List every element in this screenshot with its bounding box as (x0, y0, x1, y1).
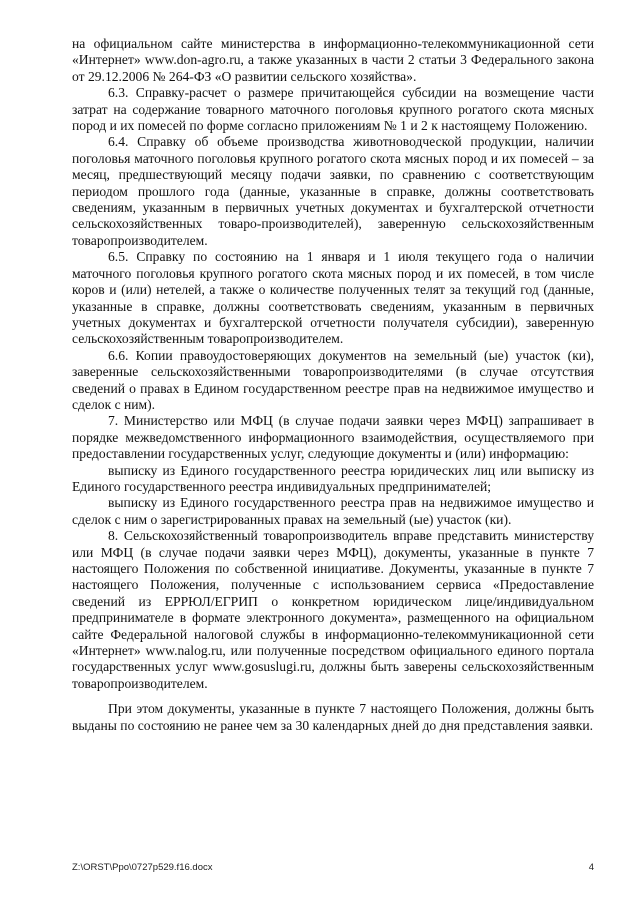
paragraph-7: 7. Министерство или МФЦ (в случае подачи заявки через МФЦ) запрашивает в порядке межведомственного информационного взаимодействия, осуществляемого при предоставлении государственных услуг, следующие документы и (или) информацию: (72, 413, 594, 462)
paragraph-continuation: на официальном сайте министерства в информационно-телекоммуникационной сети «Интернет» www.don-agro.ru, а также указанных в части 2 статьи 3 Федерального закона от 29.12.2006 № 264-ФЗ «О развитии сельского хозяйства». (72, 36, 594, 84)
paragraph-7-item-1: выписку из Единого государственного реестра юридических лиц или выписку из Единого государственного реестра индивидуальных предпринимателей; (72, 462, 594, 494)
paragraph-7-item-2: выписку из Единого государственного реестра прав на недвижимое имущество и сделок с ним о зарегистрированных правах на земельный (ые) участок (ки). (72, 495, 594, 527)
footer-page-number: 4 (588, 862, 594, 873)
paragraph-6-4: 6.4. Справку об объеме производства животноводческой продукции, наличии поголовья маточного поголовья крупного рогатого скота мясных пород и их помесей – за месяц, предшествующий месяцу подачи заявки, по сравнению с соответствующим периодом прошлого года (данные, указанные в справке, должны соответствовать сведениям, указанным в первичных учетных документах и бухгалтерской отчетности сельскохозяйственных товаро-производителей), заверенную сельскохозяйственным товаропроизводителем. (72, 134, 594, 248)
paragraph-6-3: 6.3. Справку-расчет о размере причитающейся субсидии на возмещение части затрат на содержание товарного маточного поголовья крупного рогатого скота мясных пород и их помесей по форме согласно приложениям № 1 и 2 к настоящему Положению. (72, 85, 594, 134)
paragraph-8: 8. Сельскохозяйственный товаропроизводитель вправе представить министерству или МФЦ (в случае подачи заявки через МФЦ), документы, указанные в пункте 7 настоящего Положения по собственной инициативе. Документы, указанные в пункте 7 настоящего Положения, полученные с использованием сервиса «Предоставление сведений из ЕРРЮЛ/ЕГРИП о конкретном юридическом лице/индивидуальном предпринимателе в формате электронного документа», размещенного на официальном сайте Федеральной налоговой службы в информационно-телекоммуникационной сети «Интернет» www.nalog.ru, или полученные посредством официального единого портала государственных услуг www.gosuslugi.ru, должны быть заверены сельскохозяйственным товаропроизводителем. (72, 528, 594, 691)
document-body (72, 36, 594, 734)
paragraph-6-6: 6.6. Копии правоудостоверяющих документов на земельный (ые) участок (ки), заверенные сельскохозяйственными товаропроизводителями (в случае отсутствия сведений о правах в Едином государственном реестре прав на недвижимое имущество и сделок с ним). (72, 347, 594, 412)
page-footer (72, 862, 594, 873)
paragraph-6-5: 6.5. Справку по состоянию на 1 января и 1 июля текущего года о наличии маточного поголовья крупного рогатого скота мясных пород и их помесей, в том числе коров и (или) нетелей, а также о количестве полученных телят за текущий год (данные, указанные в справке, должны соответствовать сведениям, указанным в первичных учетных документах и бухгалтерской отчетности получателя субсидии), заверенную сельскохозяйственным товаропроизводителем. (72, 249, 594, 347)
paragraph-closing: При этом документы, указанные в пункте 7 настоящего Положения, должны быть выданы по состоянию не ранее чем за 30 календарных дней до дня представления заявки. (72, 701, 594, 733)
footer-file-path: Z:\ORST\Ppo\0727p529.f16.docx (72, 862, 213, 873)
